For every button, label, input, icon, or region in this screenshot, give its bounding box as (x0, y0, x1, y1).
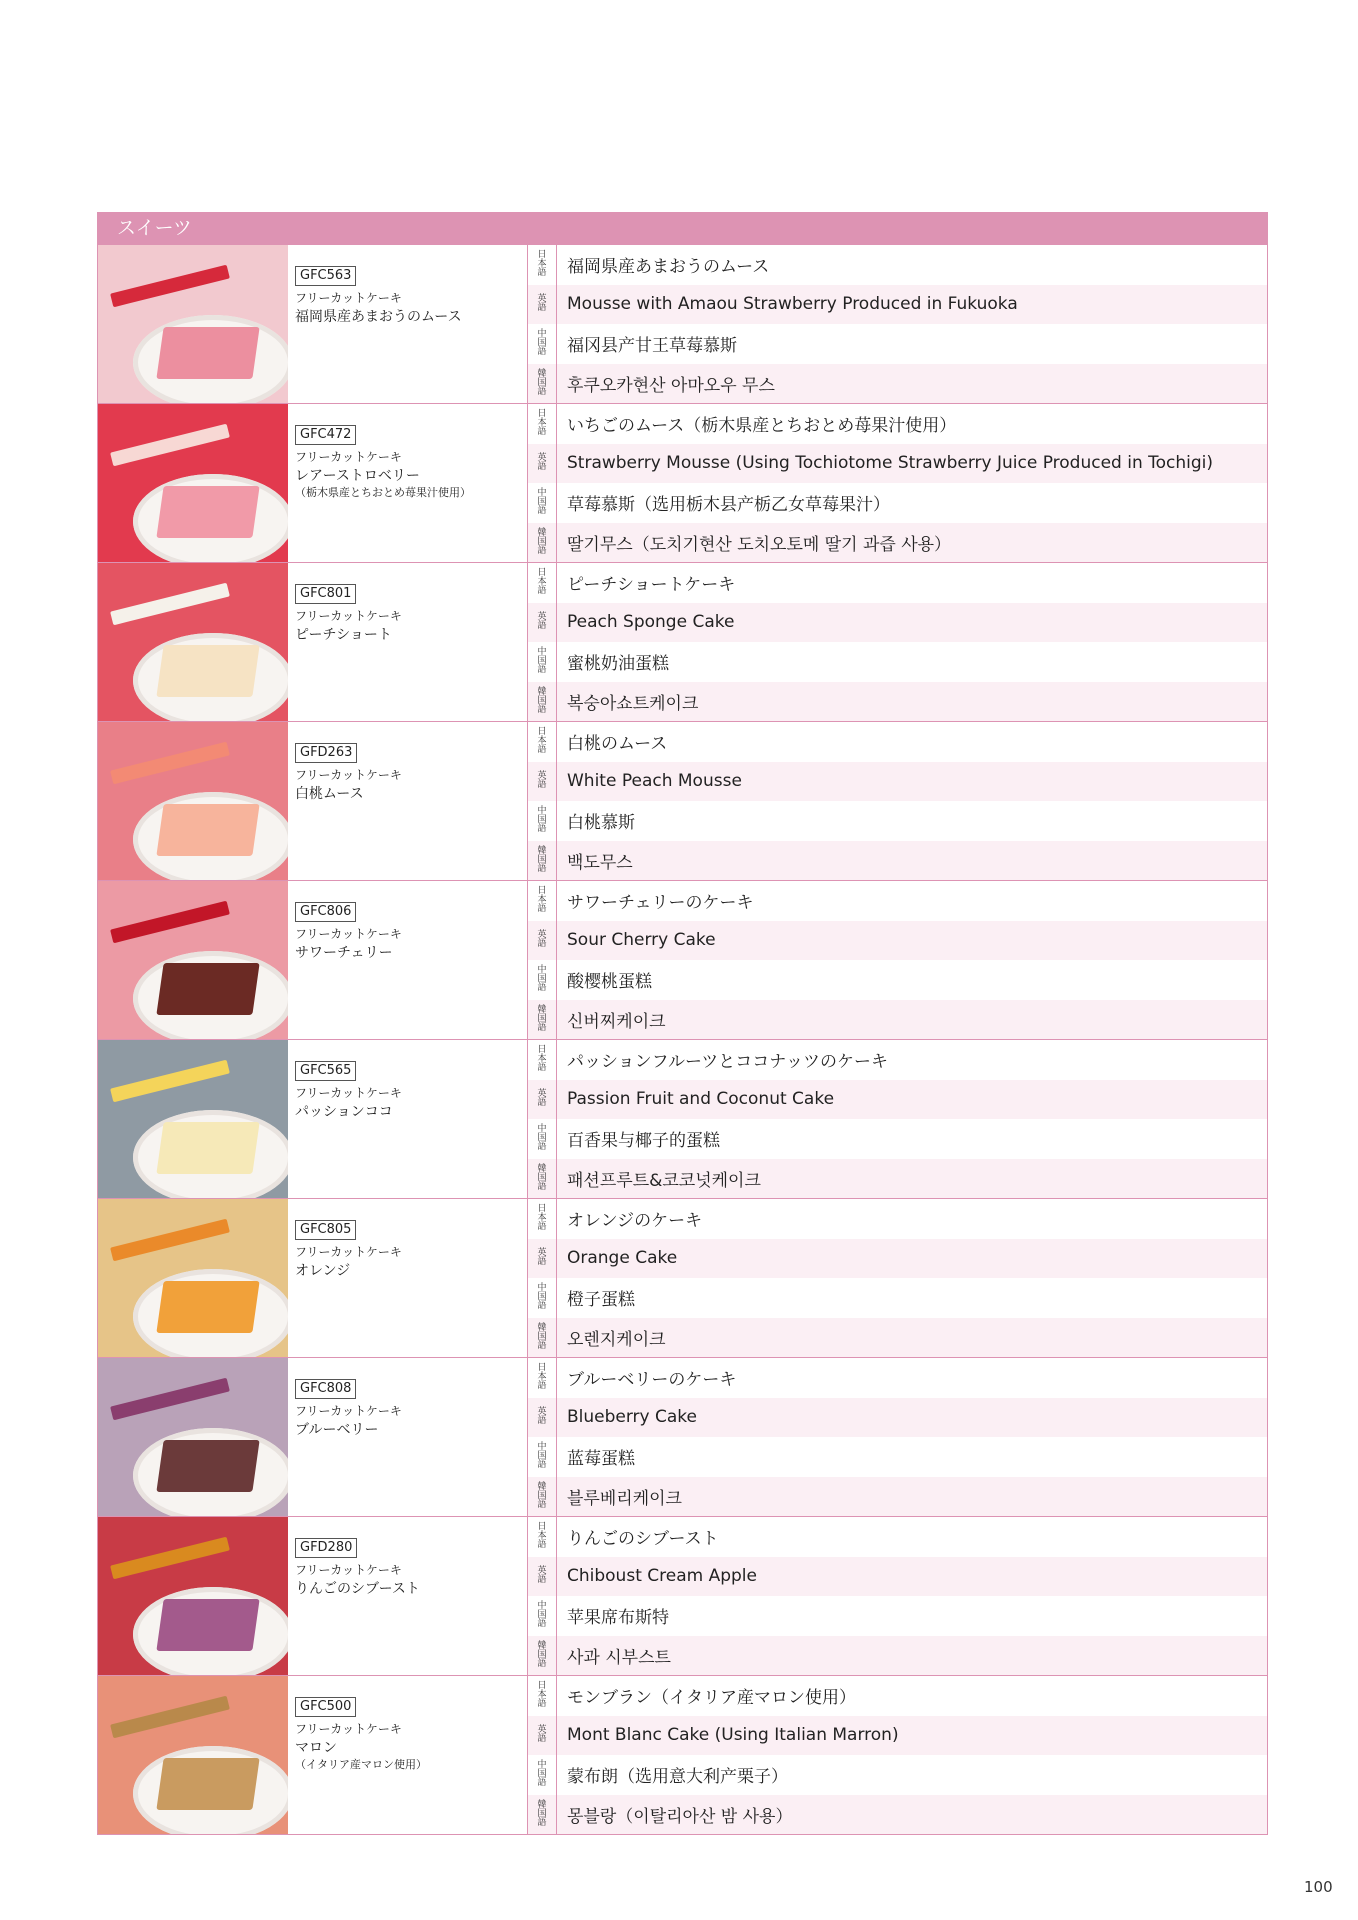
translation-list (528, 1040, 1267, 1198)
product-row (97, 563, 1268, 722)
language-tag: 英 語 (528, 921, 557, 961)
product-category: フリーカットケーキ (295, 927, 402, 941)
cake-slice (156, 804, 259, 856)
translation-list (528, 881, 1267, 1039)
translation-row (528, 841, 1267, 881)
product-photo (98, 1517, 288, 1675)
translation-text: ブルーベリーのケーキ (567, 1370, 737, 1391)
translation-text: 신버찌케이크 (567, 1011, 666, 1032)
product-photo (98, 722, 288, 880)
translation-text: 苹果席布斯特 (567, 1608, 669, 1629)
section-header: スイーツ (97, 212, 1268, 245)
translation-list (528, 1199, 1267, 1357)
language-tag: 韓 国 語 (528, 1795, 557, 1835)
translation-list (528, 722, 1267, 880)
language-tag: 英 語 (528, 762, 557, 802)
product-info (288, 245, 528, 403)
product-row (97, 1358, 1268, 1517)
translation-row (528, 1437, 1267, 1477)
product-photo (98, 1199, 288, 1357)
language-tag: 英 語 (528, 1557, 557, 1597)
language-tag: 日 本 語 (528, 1040, 557, 1080)
translation-row (528, 762, 1267, 802)
cake-slice (156, 963, 259, 1015)
language-tag: 英 語 (528, 1239, 557, 1279)
product-name: パッションココ (295, 1104, 393, 1120)
translation-list (528, 245, 1267, 403)
product-category: フリーカットケーキ (295, 1245, 402, 1259)
cake-slice (156, 486, 259, 538)
translation-text: Orange Cake (567, 1248, 678, 1269)
cake-slice (156, 1440, 259, 1492)
product-row (97, 1517, 1268, 1676)
translation-row (528, 603, 1267, 643)
translation-text: ピーチショートケーキ (567, 575, 736, 596)
translation-row (528, 1318, 1267, 1358)
translation-text: 蜜桃奶油蛋糕 (567, 654, 669, 675)
translation-text: 蒙布朗（选用意大利产栗子） (567, 1767, 788, 1788)
translation-text: 酸樱桃蛋糕 (567, 972, 652, 993)
product-category: フリーカットケーキ (295, 768, 402, 782)
product-category: フリーカットケーキ (295, 1086, 402, 1100)
translation-text: 백도무스 (567, 852, 633, 873)
translation-row (528, 483, 1267, 523)
translation-text: サワーチェリーのケーキ (567, 893, 754, 914)
product-info (288, 1676, 528, 1834)
product-category: フリーカットケーキ (295, 291, 402, 305)
language-tag: 中 国 語 (528, 1755, 557, 1795)
product-code: GFC563 (295, 266, 356, 286)
language-tag: 韓 国 語 (528, 1477, 557, 1517)
product-code: GFD280 (295, 1538, 357, 1558)
product-category: フリーカットケーキ (295, 1563, 402, 1577)
language-tag: 中 国 語 (528, 324, 557, 364)
translation-text: オレンジのケーキ (567, 1211, 703, 1232)
translation-text: White Peach Mousse (567, 771, 742, 792)
product-photo (98, 245, 288, 403)
translation-list (528, 404, 1267, 562)
product-code: GFC808 (295, 1379, 356, 1399)
page-number: 100 (1304, 1878, 1333, 1896)
cake-slice (156, 1281, 259, 1333)
translation-row (528, 523, 1267, 563)
product-category: フリーカットケーキ (295, 450, 402, 464)
translation-row (528, 921, 1267, 961)
product-info (288, 1199, 528, 1357)
product-info (288, 1040, 528, 1198)
translation-row (528, 1000, 1267, 1040)
language-tag: 韓 国 語 (528, 682, 557, 722)
language-tag: 英 語 (528, 285, 557, 325)
product-list (97, 245, 1268, 1835)
product-code: GFC565 (295, 1061, 356, 1081)
product-info (288, 722, 528, 880)
translation-row (528, 324, 1267, 364)
translation-list (528, 1517, 1267, 1675)
language-tag: 中 国 語 (528, 960, 557, 1000)
translation-row (528, 245, 1267, 285)
translation-text: Sour Cherry Cake (567, 930, 716, 951)
translation-row (528, 1477, 1267, 1517)
translation-row (528, 1557, 1267, 1597)
translation-text: Chiboust Cream Apple (567, 1566, 757, 1587)
product-info (288, 881, 528, 1039)
product-name: ブルーベリー (295, 1422, 379, 1438)
translation-text: Passion Fruit and Coconut Cake (567, 1089, 835, 1110)
translation-text: Peach Sponge Cake (567, 612, 735, 633)
language-tag: 日 本 語 (528, 1676, 557, 1716)
translation-text: 오렌지케이크 (567, 1329, 666, 1350)
translation-row (528, 1636, 1267, 1676)
translation-list (528, 1676, 1267, 1834)
product-row (97, 1676, 1268, 1835)
cake-slice (156, 1758, 259, 1810)
translation-row (528, 1080, 1267, 1120)
product-photo (98, 404, 288, 562)
language-tag: 中 国 語 (528, 801, 557, 841)
product-code: GFC801 (295, 584, 356, 604)
translation-row (528, 563, 1267, 603)
translation-row (528, 1159, 1267, 1199)
translation-row (528, 642, 1267, 682)
translation-row (528, 1239, 1267, 1279)
product-info (288, 1358, 528, 1516)
translation-list (528, 1358, 1267, 1516)
language-tag: 中 国 語 (528, 642, 557, 682)
language-tag: 英 語 (528, 444, 557, 484)
product-row (97, 722, 1268, 881)
product-note: （栃木県産とちおとめ苺果汁使用） (295, 486, 471, 499)
translation-text: 몽블랑（이탈리아산 밤 사용） (567, 1806, 793, 1827)
cake-slice (156, 1599, 259, 1651)
translation-row (528, 404, 1267, 444)
translation-text: いちごのムース（栃木県産とちおとめ苺果汁使用） (567, 416, 957, 437)
product-code: GFC806 (295, 902, 356, 922)
language-tag: 中 国 語 (528, 1278, 557, 1318)
translation-text: 복숭아쇼트케이크 (567, 693, 699, 714)
product-info (288, 563, 528, 721)
product-row (97, 404, 1268, 563)
language-tag: 韓 国 語 (528, 523, 557, 563)
translation-text: Mont Blanc Cake (Using Italian Marron) (567, 1725, 899, 1746)
translation-text: 白桃慕斯 (567, 813, 635, 834)
translation-row (528, 1795, 1267, 1835)
product-name: 福岡県産あまおうのムース (295, 309, 462, 325)
product-info (288, 404, 528, 562)
translation-row (528, 1398, 1267, 1438)
language-tag: 中 国 語 (528, 1437, 557, 1477)
product-name: ピーチショート (295, 627, 392, 643)
language-tag: 韓 国 語 (528, 1636, 557, 1676)
language-tag: 韓 国 語 (528, 1318, 557, 1358)
product-code: GFD263 (295, 743, 357, 763)
language-tag: 日 本 語 (528, 1199, 557, 1239)
translation-row (528, 1199, 1267, 1239)
product-code: GFC500 (295, 1697, 356, 1717)
product-code: GFC805 (295, 1220, 356, 1240)
language-tag: 英 語 (528, 1398, 557, 1438)
translation-row (528, 682, 1267, 722)
product-info (288, 1517, 528, 1675)
translation-text: 후쿠오카현산 아마오우 무스 (567, 375, 775, 396)
product-row (97, 1040, 1268, 1199)
product-name: オレンジ (295, 1263, 351, 1279)
translation-row (528, 1119, 1267, 1159)
translation-text: りんごのシブースト (567, 1529, 719, 1550)
translation-row (528, 1517, 1267, 1557)
language-tag: 韓 国 語 (528, 1000, 557, 1040)
product-photo (98, 563, 288, 721)
language-tag: 韓 国 語 (528, 841, 557, 881)
language-tag: 中 国 語 (528, 483, 557, 523)
translation-text: Strawberry Mousse (Using Tochiotome Strawberry Juice Produced in Tochigi) (567, 453, 1214, 474)
product-row (97, 881, 1268, 1040)
translation-row (528, 1676, 1267, 1716)
cake-slice (156, 1122, 259, 1174)
language-tag: 中 国 語 (528, 1119, 557, 1159)
translation-text: 白桃のムース (567, 734, 668, 755)
translation-row (528, 1040, 1267, 1080)
translation-row (528, 1596, 1267, 1636)
product-photo (98, 881, 288, 1039)
product-photo (98, 1358, 288, 1516)
language-tag: 英 語 (528, 1716, 557, 1756)
translation-text: 福冈县产甘王草莓慕斯 (567, 336, 737, 357)
language-tag: 日 本 語 (528, 245, 557, 285)
product-row (97, 245, 1268, 404)
translation-text: 蓝莓蛋糕 (567, 1449, 635, 1470)
cake-slice (156, 327, 259, 379)
product-sheet (97, 212, 1268, 1835)
language-tag: 英 語 (528, 1080, 557, 1120)
translation-row (528, 1358, 1267, 1398)
product-photo (98, 1676, 288, 1834)
product-name: マロン (295, 1740, 337, 1756)
translation-row (528, 801, 1267, 841)
translation-list (528, 563, 1267, 721)
product-name: 白桃ムース (295, 786, 364, 802)
translation-row (528, 444, 1267, 484)
language-tag: 日 本 語 (528, 881, 557, 921)
product-name: りんごのシブースト (295, 1581, 420, 1597)
translation-text: 草莓慕斯（选用栃木县产栃乙女草莓果汁） (567, 495, 890, 516)
product-name: サワーチェリー (295, 945, 393, 961)
translation-row (528, 1716, 1267, 1756)
language-tag: 日 本 語 (528, 404, 557, 444)
language-tag: 日 本 語 (528, 563, 557, 603)
language-tag: 英 語 (528, 603, 557, 643)
product-name: レアーストロベリー (295, 468, 420, 484)
translation-text: Mousse with Amaou Strawberry Produced in Fukuoka (567, 294, 1018, 315)
translation-text: パッションフルーツとココナッツのケーキ (567, 1052, 888, 1073)
language-tag: 日 本 語 (528, 1358, 557, 1398)
language-tag: 中 国 語 (528, 1596, 557, 1636)
language-tag: 韓 国 語 (528, 364, 557, 404)
translation-row (528, 364, 1267, 404)
translation-text: 百香果与椰子的蛋糕 (567, 1131, 720, 1152)
translation-text: 사과 시부스트 (567, 1647, 671, 1668)
translation-text: 福岡県産あまおうのムース (567, 257, 770, 278)
language-tag: 日 本 語 (528, 722, 557, 762)
translation-row (528, 285, 1267, 325)
translation-row (528, 881, 1267, 921)
translation-text: Blueberry Cake (567, 1407, 697, 1428)
language-tag: 日 本 語 (528, 1517, 557, 1557)
product-code: GFC472 (295, 425, 356, 445)
translation-text: モンブラン（イタリア産マロン使用） (567, 1688, 856, 1709)
translation-text: 패션프루트&코코넛케이크 (567, 1170, 761, 1191)
product-category: フリーカットケーキ (295, 1722, 402, 1736)
cake-slice (156, 645, 259, 697)
translation-text: 橙子蛋糕 (567, 1290, 635, 1311)
translation-row (528, 960, 1267, 1000)
product-photo (98, 1040, 288, 1198)
product-category: フリーカットケーキ (295, 609, 402, 623)
translation-text: 딸기무스（도치기현산 도치오토메 딸기 과즙 사용） (567, 534, 952, 555)
product-row (97, 1199, 1268, 1358)
translation-row (528, 1278, 1267, 1318)
translation-text: 블루베리케이크 (567, 1488, 682, 1509)
product-note: （イタリア産マロン使用） (295, 1758, 427, 1771)
language-tag: 韓 国 語 (528, 1159, 557, 1199)
translation-row (528, 1755, 1267, 1795)
translation-row (528, 722, 1267, 762)
product-category: フリーカットケーキ (295, 1404, 402, 1418)
